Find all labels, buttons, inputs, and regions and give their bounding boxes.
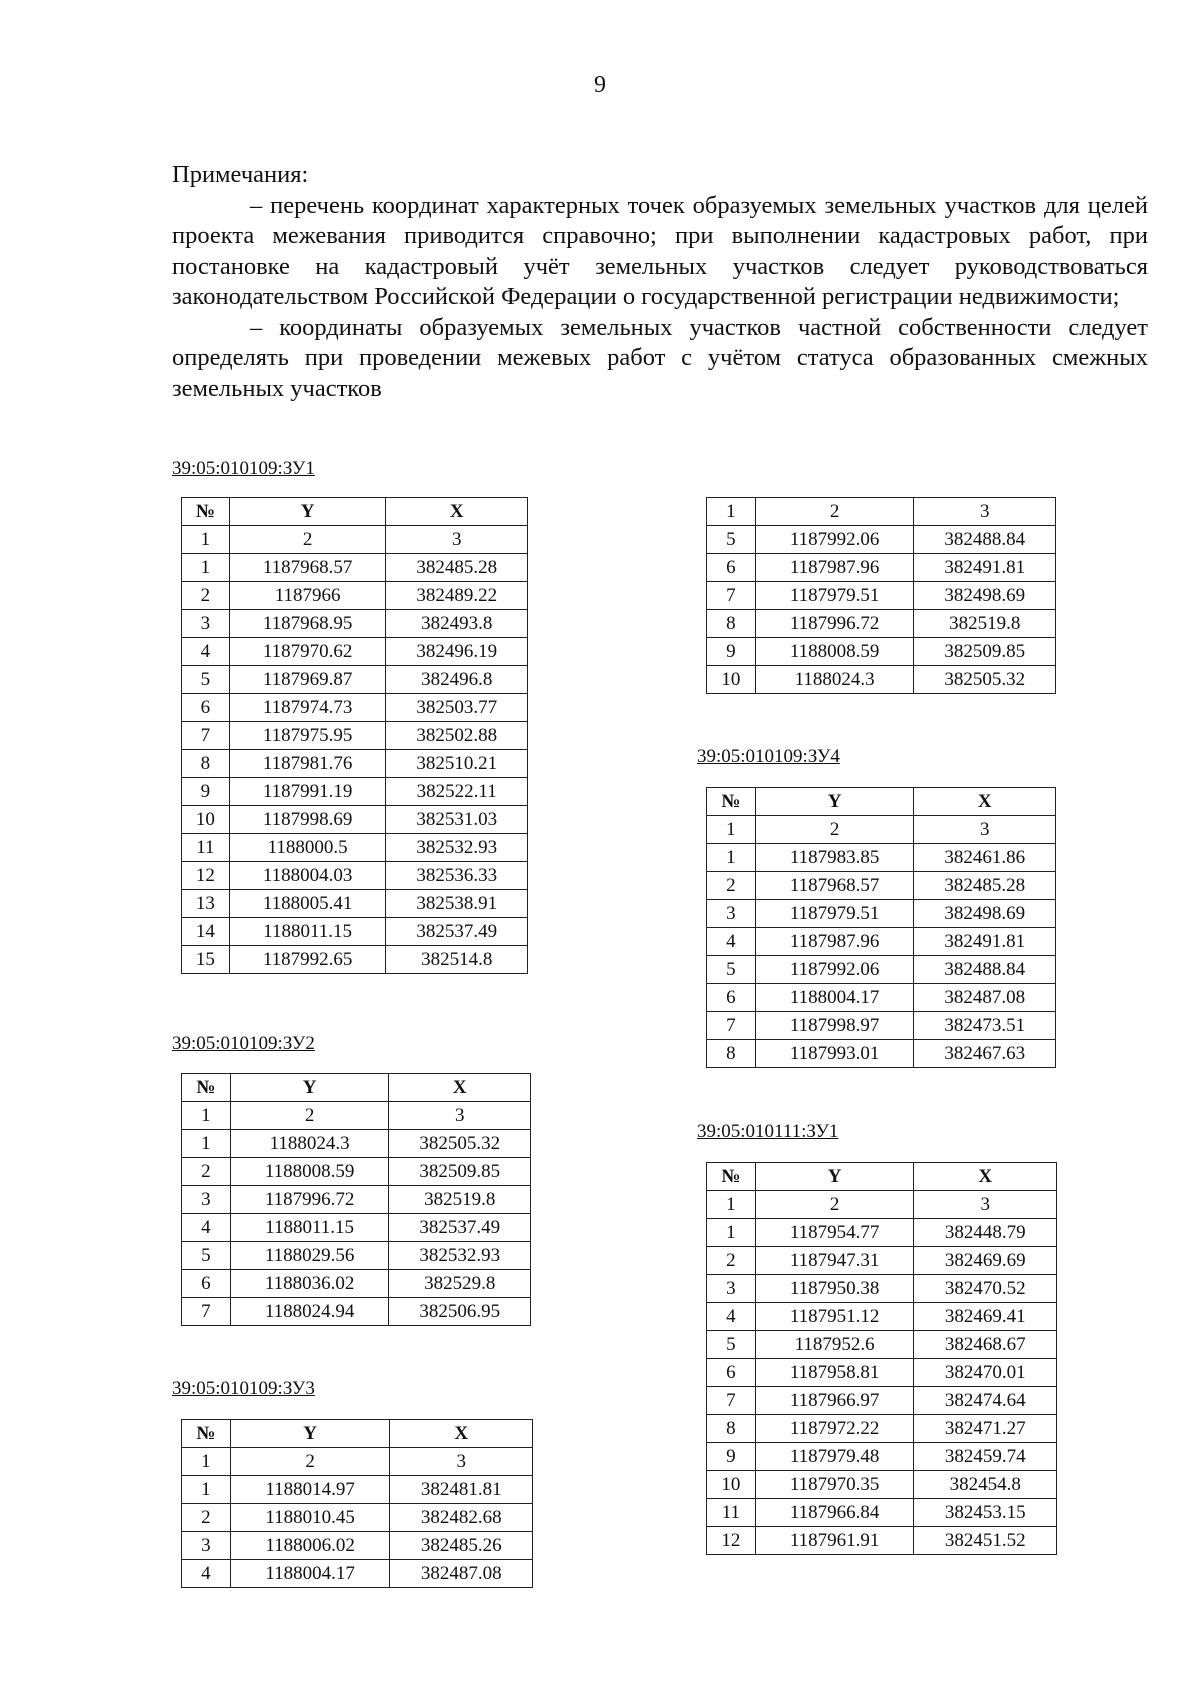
table-row: [707, 1275, 1057, 1303]
table-numbering-row-cell: 3: [390, 1448, 533, 1476]
table-row-cell: 8: [707, 1415, 756, 1443]
table-row-cell: 382529.8: [389, 1270, 531, 1298]
table-row-cell: 1187993.01: [755, 1040, 914, 1068]
table-numbering-row: [182, 1448, 533, 1476]
table-row-cell: 1188006.02: [230, 1532, 390, 1560]
table-row-cell: 382451.52: [914, 1527, 1057, 1555]
table-row-cell: 9: [182, 778, 230, 806]
table-row-cell: 5: [707, 956, 756, 984]
table-row-cell: 1187996.72: [230, 1186, 389, 1214]
table-row-cell: 9: [707, 1443, 756, 1471]
table-numbering-row-cell: 2: [230, 1102, 389, 1130]
table-header-row-cell: X: [389, 1074, 531, 1102]
table-row-cell: 382532.93: [389, 1242, 531, 1270]
table-row-cell: 3: [707, 1275, 756, 1303]
table-row-cell: 382454.8: [914, 1471, 1057, 1499]
table-row-cell: 1187947.31: [755, 1247, 914, 1275]
table-row: [707, 984, 1056, 1012]
table-row-cell: 1187970.62: [229, 638, 386, 666]
table-row: [182, 666, 528, 694]
table-header-row-cell: X: [914, 788, 1056, 816]
table-row-cell: 1188036.02: [230, 1270, 389, 1298]
table-row-cell: 382489.22: [386, 582, 528, 610]
table-row-cell: 382505.32: [914, 666, 1056, 694]
table-numbering-row-cell: 2: [755, 816, 914, 844]
coordinates-table-010111-zu1: [706, 1162, 1057, 1555]
table-numbering-row: [182, 1102, 531, 1130]
table-row-cell: 382470.52: [914, 1275, 1057, 1303]
table-row: [182, 890, 528, 918]
table-row-cell: 1187992.06: [755, 956, 914, 984]
table-row: [182, 918, 528, 946]
table-row: [182, 750, 528, 778]
table-row: [182, 1158, 531, 1186]
table-row: [707, 1387, 1057, 1415]
table-numbering-row-cell: 3: [914, 816, 1056, 844]
table-row-cell: 382503.77: [386, 694, 528, 722]
table-row-cell: 382482.68: [390, 1504, 533, 1532]
table-header-row-cell: X: [386, 498, 528, 526]
coordinates-table-zu1: [181, 497, 528, 974]
table-row-cell: 382488.84: [914, 956, 1056, 984]
table-row-cell: 382506.95: [389, 1298, 531, 1326]
table-row-cell: 382491.81: [914, 928, 1056, 956]
table-row-cell: 382509.85: [914, 638, 1056, 666]
table-row-cell: 1188004.03: [229, 862, 386, 890]
table-row-cell: 4: [182, 638, 230, 666]
table-row: [182, 554, 528, 582]
table-row: [182, 1186, 531, 1214]
table-row: [707, 1471, 1057, 1499]
table-row-cell: 382471.27: [914, 1415, 1057, 1443]
table-row-cell: 382448.79: [914, 1219, 1057, 1247]
table-row-cell: 13: [182, 890, 230, 918]
table-row-cell: 7: [707, 1012, 756, 1040]
table-row-cell: 382487.08: [390, 1560, 533, 1588]
table-row: [182, 1214, 531, 1242]
table-row-cell: 1187966: [229, 582, 386, 610]
table-row-cell: 10: [182, 806, 230, 834]
table-row-cell: 8: [182, 750, 230, 778]
table-row-cell: 1187979.48: [755, 1443, 914, 1471]
coordinates-table-zu2: [181, 1073, 531, 1326]
table-row-cell: 382536.33: [386, 862, 528, 890]
table-row-cell: 1187987.96: [755, 928, 914, 956]
table-row: [182, 1270, 531, 1298]
table-row-cell: 4: [707, 1303, 756, 1331]
table-row: [182, 722, 528, 750]
table-header-row-cell: №: [182, 1074, 231, 1102]
table-row-cell: 1187966.84: [755, 1499, 914, 1527]
table-row-cell: 1187958.81: [755, 1359, 914, 1387]
table-header-row-cell: Y: [755, 1163, 914, 1191]
table-row-cell: 1188004.17: [230, 1560, 390, 1588]
table-numbering-row-cell: 1: [182, 1448, 231, 1476]
table-row: [707, 900, 1056, 928]
table-row-cell: 1188011.15: [230, 1214, 389, 1242]
table-row-cell: 382532.93: [386, 834, 528, 862]
table-row-cell: 1187998.69: [229, 806, 386, 834]
table-row-cell: 382519.8: [914, 610, 1056, 638]
table-numbering-row: [707, 498, 1056, 526]
table-row-cell: 4: [182, 1560, 231, 1588]
table-numbering-row-cell: 1: [182, 1102, 231, 1130]
table-row-cell: 6: [182, 694, 230, 722]
table-header-row: [182, 1074, 531, 1102]
table-row-cell: 1187968.95: [229, 610, 386, 638]
table-header-row: [182, 1420, 533, 1448]
table-row-cell: 6: [707, 1359, 756, 1387]
table-row-cell: 12: [182, 862, 230, 890]
table-row-cell: 382459.74: [914, 1443, 1057, 1471]
section-title-zu3: 39:05:010109:ЗУ3: [172, 1378, 315, 1399]
table-row-cell: 3: [182, 1532, 231, 1560]
table-row: [707, 1012, 1056, 1040]
table-row-cell: 382453.15: [914, 1499, 1057, 1527]
table-row-cell: 382488.84: [914, 526, 1056, 554]
coordinates-table-zu3-continuation: [706, 497, 1056, 694]
table-numbering-row: [707, 1191, 1057, 1219]
table-numbering-row-cell: 3: [914, 1191, 1057, 1219]
table-row-cell: 382468.67: [914, 1331, 1057, 1359]
table-row-cell: 382537.49: [389, 1214, 531, 1242]
table-row: [707, 610, 1056, 638]
table-row: [707, 872, 1056, 900]
table-header-row-cell: Y: [229, 498, 386, 526]
table-row: [707, 844, 1056, 872]
table-row-cell: 1: [182, 1130, 231, 1158]
table-row-cell: 1187992.65: [229, 946, 386, 974]
table-header-row-cell: X: [390, 1420, 533, 1448]
table-row-cell: 8: [707, 610, 756, 638]
table-row-cell: 1187992.06: [755, 526, 914, 554]
table-row-cell: 4: [182, 1214, 231, 1242]
table-header-row-cell: X: [914, 1163, 1057, 1191]
table-row-cell: 382498.69: [914, 582, 1056, 610]
table-row-cell: 1187998.97: [755, 1012, 914, 1040]
table-row-cell: 1187950.38: [755, 1275, 914, 1303]
table-header-row-cell: №: [707, 788, 756, 816]
table-row-cell: 1188008.59: [755, 638, 914, 666]
table-row-cell: 1187975.95: [229, 722, 386, 750]
table-header-row-cell: Y: [230, 1074, 389, 1102]
table-row-cell: 1188010.45: [230, 1504, 390, 1532]
note-item: – координаты образуемых земельных участков частной собственности следует определять при проведении межевых работ с учётом статуса образованных смежных земельных участков: [172, 313, 1148, 402]
table-row-cell: 1188005.41: [229, 890, 386, 918]
table-row-cell: 382522.11: [386, 778, 528, 806]
table-numbering-row-cell: 2: [229, 526, 386, 554]
table-row: [707, 526, 1056, 554]
table-row-cell: 382496.19: [386, 638, 528, 666]
table-numbering-row-cell: 2: [230, 1448, 390, 1476]
table-row-cell: 1188008.59: [230, 1158, 389, 1186]
table-row-cell: 1: [182, 1476, 231, 1504]
table-row-cell: 5: [707, 526, 756, 554]
table-row-cell: 382510.21: [386, 750, 528, 778]
table-row-cell: 1187968.57: [755, 872, 914, 900]
table-row-cell: 382467.63: [914, 1040, 1056, 1068]
table-row-cell: 1187974.73: [229, 694, 386, 722]
table-row-cell: 1188024.3: [755, 666, 914, 694]
table-row-cell: 1: [182, 554, 230, 582]
note-item: – перечень координат характерных точек образуемых земельных участков для целей проекта межевания приводится справочно; при выполнении кадастровых работ, при постановке на кадастровый учёт земельных участков следует руководствоваться законодательством Российской Федерации о государственной регистрации недвижимости;: [172, 191, 1148, 310]
table-row-cell: 382481.81: [390, 1476, 533, 1504]
table-row-cell: 1187987.96: [755, 554, 914, 582]
table-row: [182, 638, 528, 666]
table-row-cell: 11: [182, 834, 230, 862]
table-row-cell: 2: [707, 872, 756, 900]
page-number: 9: [594, 72, 606, 98]
table-row-cell: 2: [182, 1158, 231, 1186]
table-row: [707, 666, 1056, 694]
table-row-cell: 1187979.51: [755, 900, 914, 928]
table-row-cell: 382531.03: [386, 806, 528, 834]
table-header-row: [707, 1163, 1057, 1191]
table-row-cell: 382496.8: [386, 666, 528, 694]
table-row: [707, 928, 1056, 956]
table-row-cell: 382498.69: [914, 900, 1056, 928]
table-row-cell: 382514.8: [386, 946, 528, 974]
table-row-cell: 1187969.87: [229, 666, 386, 694]
notes: [172, 160, 1148, 404]
table-row-cell: 382485.28: [386, 554, 528, 582]
table-row: [707, 1303, 1057, 1331]
table-row-cell: 382493.8: [386, 610, 528, 638]
table-row-cell: 7: [707, 1387, 756, 1415]
table-row: [182, 1476, 533, 1504]
table-numbering-row-cell: 1: [707, 1191, 756, 1219]
section-title-010111-zu1: 39:05:010111:ЗУ1: [697, 1121, 839, 1142]
coordinates-table-zu3: [181, 1419, 533, 1588]
table-row-cell: 6: [707, 984, 756, 1012]
table-row-cell: 1187983.85: [755, 844, 914, 872]
table-row-cell: 7: [182, 1298, 231, 1326]
table-row-cell: 382487.08: [914, 984, 1056, 1012]
table-row: [182, 778, 528, 806]
table-row: [182, 1130, 531, 1158]
table-row-cell: 3: [182, 610, 230, 638]
table-row-cell: 8: [707, 1040, 756, 1068]
table-row-cell: 1187952.6: [755, 1331, 914, 1359]
table-numbering-row-cell: 3: [386, 526, 528, 554]
section-title-zu1: 39:05:010109:ЗУ1: [172, 458, 315, 479]
table-header-row-cell: №: [182, 1420, 231, 1448]
coordinates-table-zu4: [706, 787, 1056, 1068]
table-row-cell: 382538.91: [386, 890, 528, 918]
table-row-cell: 4: [707, 928, 756, 956]
table-row-cell: 1187961.91: [755, 1527, 914, 1555]
table-numbering-row: [707, 816, 1056, 844]
table-row: [182, 694, 528, 722]
table-row-cell: 3: [182, 1186, 231, 1214]
table-row: [707, 638, 1056, 666]
table-row: [182, 946, 528, 974]
table-row-cell: 14: [182, 918, 230, 946]
table-row-cell: 1188024.94: [230, 1298, 389, 1326]
table-row-cell: 6: [707, 554, 756, 582]
table-row: [182, 806, 528, 834]
table-row-cell: 1187981.76: [229, 750, 386, 778]
table-row-cell: 382509.85: [389, 1158, 531, 1186]
table-row-cell: 1187968.57: [229, 554, 386, 582]
table-row-cell: 382505.32: [389, 1130, 531, 1158]
table-row-cell: 5: [182, 1242, 231, 1270]
table-row: [707, 956, 1056, 984]
table-row-cell: 382473.51: [914, 1012, 1056, 1040]
table-row-cell: 382469.69: [914, 1247, 1057, 1275]
table-row-cell: 1187966.97: [755, 1387, 914, 1415]
table-row-cell: 382474.64: [914, 1387, 1057, 1415]
table-numbering-row-cell: 2: [755, 1191, 914, 1219]
table-row-cell: 382485.28: [914, 872, 1056, 900]
table-numbering-row-cell: 2: [755, 498, 914, 526]
table-row: [707, 1331, 1057, 1359]
table-row-cell: 382461.86: [914, 844, 1056, 872]
table-row-cell: 1187991.19: [229, 778, 386, 806]
table-header-row: [182, 498, 528, 526]
table-header-row-cell: Y: [230, 1420, 390, 1448]
table-row-cell: 11: [707, 1499, 756, 1527]
table-numbering-row-cell: 3: [914, 498, 1056, 526]
table-row-cell: 2: [707, 1247, 756, 1275]
table-row-cell: 382469.41: [914, 1303, 1057, 1331]
table-row: [182, 582, 528, 610]
table-row-cell: 382537.49: [386, 918, 528, 946]
section-title-zu2: 39:05:010109:ЗУ2: [172, 1033, 315, 1054]
table-row: [707, 1415, 1057, 1443]
table-row: [182, 834, 528, 862]
table-numbering-row-cell: 1: [707, 816, 756, 844]
table-row: [182, 1242, 531, 1270]
table-row: [182, 1504, 533, 1532]
table-row-cell: 1: [707, 1219, 756, 1247]
table-numbering-row-cell: 1: [182, 526, 230, 554]
table-header-row-cell: №: [707, 1163, 756, 1191]
table-row-cell: 9: [707, 638, 756, 666]
table-row-cell: 1188004.17: [755, 984, 914, 1012]
table-row-cell: 6: [182, 1270, 231, 1298]
table-numbering-row: [182, 526, 528, 554]
notes-title: Примечания:: [172, 161, 309, 188]
table-row-cell: 3: [707, 900, 756, 928]
table-row: [182, 1532, 533, 1560]
table-row-cell: 2: [182, 582, 230, 610]
table-row-cell: 1187979.51: [755, 582, 914, 610]
table-row-cell: 5: [182, 666, 230, 694]
table-row-cell: 1188011.15: [229, 918, 386, 946]
table-row: [182, 862, 528, 890]
table-row: [182, 1298, 531, 1326]
table-row-cell: 1: [707, 844, 756, 872]
table-row-cell: 10: [707, 1471, 756, 1499]
section-title-zu4: 39:05:010109:ЗУ4: [697, 746, 840, 767]
table-row: [707, 1040, 1056, 1068]
table-row-cell: 1188000.5: [229, 834, 386, 862]
table-row-cell: 2: [182, 1504, 231, 1532]
table-row-cell: 15: [182, 946, 230, 974]
table-row-cell: 12: [707, 1527, 756, 1555]
table-row-cell: 382502.88: [386, 722, 528, 750]
table-row-cell: 1188024.3: [230, 1130, 389, 1158]
table-numbering-row-cell: 1: [707, 498, 756, 526]
table-row: [707, 1527, 1057, 1555]
table-row-cell: 1187972.22: [755, 1415, 914, 1443]
table-row-cell: 382485.26: [390, 1532, 533, 1560]
table-row: [707, 582, 1056, 610]
table-row-cell: 1187951.12: [755, 1303, 914, 1331]
table-row-cell: 1188014.97: [230, 1476, 390, 1504]
table-row: [707, 1247, 1057, 1275]
table-row-cell: 1188029.56: [230, 1242, 389, 1270]
table-row-cell: 5: [707, 1331, 756, 1359]
table-header-row-cell: №: [182, 498, 230, 526]
table-row: [182, 610, 528, 638]
table-header-row-cell: Y: [755, 788, 914, 816]
table-row-cell: 7: [707, 582, 756, 610]
table-header-row: [707, 788, 1056, 816]
table-row-cell: 1187954.77: [755, 1219, 914, 1247]
table-numbering-row-cell: 3: [389, 1102, 531, 1130]
table-row: [182, 1560, 533, 1588]
table-row-cell: 1187970.35: [755, 1471, 914, 1499]
table-row-cell: 382470.01: [914, 1359, 1057, 1387]
table-row-cell: 382519.8: [389, 1186, 531, 1214]
table-row: [707, 1219, 1057, 1247]
table-row: [707, 554, 1056, 582]
table-row-cell: 7: [182, 722, 230, 750]
table-row: [707, 1499, 1057, 1527]
table-row: [707, 1359, 1057, 1387]
table-row: [707, 1443, 1057, 1471]
table-row-cell: 382491.81: [914, 554, 1056, 582]
table-row-cell: 10: [707, 666, 756, 694]
table-row-cell: 1187996.72: [755, 610, 914, 638]
